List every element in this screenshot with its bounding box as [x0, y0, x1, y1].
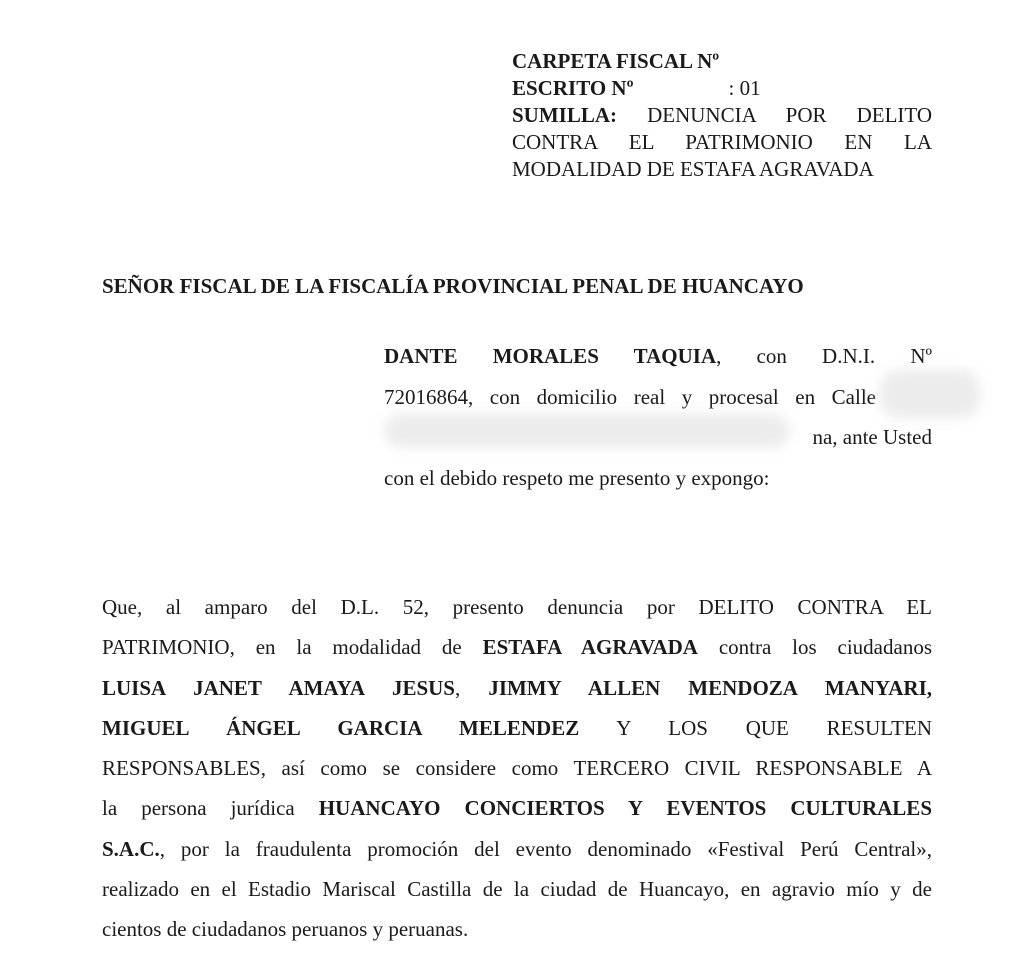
escrito-label: ESCRITO Nº	[512, 76, 634, 100]
intro-line-4: con el debido respeto me presento y expongo:	[384, 465, 770, 490]
complaint-paragraph	[102, 587, 932, 950]
intro-line-1: DANTE MORALES TAQUIA, con D.N.I. Nº	[384, 344, 932, 368]
carpeta-fiscal-label: CARPETA FISCAL Nº	[512, 49, 720, 73]
sumilla	[512, 102, 932, 183]
paragraph-line: cientos de ciudadanos peruanos y peruanas.	[102, 917, 469, 942]
redacted-address-blur	[384, 414, 790, 448]
intro-line-3: na, ante Usted	[812, 425, 932, 449]
escrito-row	[512, 75, 932, 102]
sumilla-text: DENUNCIA POR DELITO CONTRA EL PATRIMONIO EN LA MODALIDAD DE ESTAFA AGRAVADA	[512, 103, 933, 181]
company-name: HUANCAYO CONCIERTOS Y EVENTOS CULTURALES	[318, 796, 932, 821]
document-header	[512, 48, 932, 183]
complainant-name: DANTE MORALES TAQUIA	[384, 344, 717, 368]
addressee-heading: SEÑOR FISCAL DE LA FISCALÍA PROVINCIAL PENAL DE HUANCAYO	[102, 274, 804, 298]
company-suffix: S.A.C.	[102, 836, 160, 861]
paragraph-line: S.A.C., por la fraudulenta promoción del evento denominado «Festival Perú Central»,	[102, 836, 932, 861]
paragraph-line: PATRIMONIO, en la modalidad de ESTAFA AGRAVADA contra los ciudadanos	[102, 635, 932, 660]
paragraph-line: realizado en el Estadio Mariscal Castilla de la ciudad de Huancayo, en agravio mío y de	[102, 877, 932, 902]
defendant-name: JIMMY ALLEN MENDOZA MANYARI,	[488, 675, 933, 700]
defendant-name: MIGUEL ÁNGEL GARCIA MELENDEZ	[102, 715, 580, 740]
defendant-name: LUISA JANET AMAYA JESUS	[102, 675, 455, 700]
paragraph-line: LUISA JANET AMAYA JESUS, JIMMY ALLEN MENDOZA MANYARI,	[102, 675, 933, 700]
redacted-address-blur	[880, 370, 980, 418]
paragraph-line: la persona jurídica HUANCAYO CONCIERTOS Y EVENTOS CULTURALES	[102, 796, 932, 821]
intro-line-2: 72016864, con domicilio real y procesal en Calle	[384, 384, 876, 409]
paragraph-line: RESPONSABLES, así como se considere como TERCERO CIVIL RESPONSABLE A	[102, 756, 932, 781]
escrito-value: : 01	[728, 76, 761, 100]
paragraph-line: MIGUEL ÁNGEL GARCIA MELENDEZ Y LOS QUE RESULTEN	[102, 715, 932, 740]
offense-name: ESTAFA AGRAVADA	[482, 635, 698, 660]
sumilla-label: SUMILLA:	[512, 103, 618, 127]
paragraph-line: Que, al amparo del D.L. 52, presento denuncia por DELITO CONTRA EL	[102, 595, 932, 619]
